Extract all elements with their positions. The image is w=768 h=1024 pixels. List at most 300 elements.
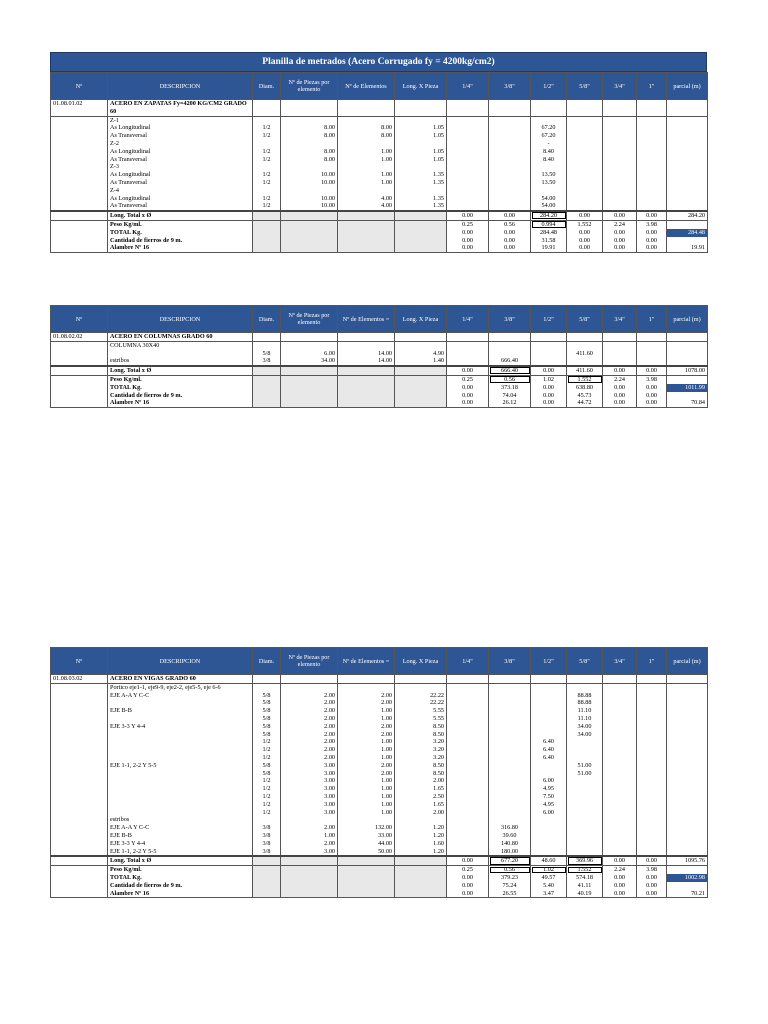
item-subtitle: Portico eje1-1, eje9-9, eje2-2, eje5-5, eje 6-6 [108, 683, 253, 691]
bar-3-8 [489, 738, 531, 746]
summary-value: 48.60 [531, 856, 567, 865]
column-header: 5/8" [567, 73, 603, 100]
summary-value: 0.56 [489, 220, 531, 228]
bar-1-2 [531, 762, 567, 770]
summary-value: 411.60 [567, 366, 603, 375]
summary-row [51, 229, 708, 237]
element-count [338, 116, 395, 124]
bar-1-2 [531, 187, 567, 195]
diameter [253, 163, 281, 171]
bar-3-8 [489, 754, 531, 762]
cell [51, 770, 108, 778]
cell [489, 333, 531, 342]
length-per-piece: 5.55 [395, 707, 447, 715]
table-row [51, 832, 708, 840]
bar-1 [637, 140, 667, 148]
item-description: ACERO EN VIGAS GRADO 60 [108, 675, 253, 684]
summary-value: 0.56 [489, 866, 531, 874]
bar-1-2 [531, 770, 567, 778]
column-header: Nº de Elementos [338, 73, 395, 100]
bar-1-2: 8.40 [531, 156, 567, 164]
bar-3-8 [489, 171, 531, 179]
table-row [51, 816, 708, 824]
column-header: 1" [637, 648, 667, 675]
cell [253, 856, 281, 865]
cell [253, 675, 281, 684]
row-description: EJE B-B [108, 832, 253, 840]
cell [281, 399, 338, 407]
cell [51, 195, 108, 203]
cell [667, 341, 708, 349]
cell [395, 890, 447, 898]
diameter: 1/2 [253, 754, 281, 762]
bar-1-4 [447, 707, 489, 715]
bar-3-8 [489, 793, 531, 801]
summary-value: 0.00 [637, 229, 667, 237]
bar-5-8: 88.88 [567, 692, 603, 700]
cell [338, 683, 395, 691]
table-row [51, 202, 708, 211]
cell [281, 882, 338, 890]
cell [531, 675, 567, 684]
cell [637, 100, 667, 117]
bar-1-4 [447, 132, 489, 140]
bar-5-8 [567, 848, 603, 856]
cell [253, 366, 281, 375]
cell [338, 890, 395, 898]
cell [395, 866, 447, 874]
bar-3-4 [603, 116, 637, 124]
pieces-per-element: 2.00 [281, 840, 338, 848]
bar-3-8 [489, 715, 531, 723]
summary-value: 1078.00 [667, 366, 708, 375]
partial [667, 156, 708, 164]
diameter: 3/8 [253, 848, 281, 856]
partial [667, 824, 708, 832]
bar-1-4 [447, 754, 489, 762]
cell [338, 220, 395, 228]
row-description: EJE 3-3 Y 4-4 [108, 840, 253, 848]
length-per-piece: 1.35 [395, 179, 447, 187]
bar-1-2: 54.00 [531, 195, 567, 203]
summary-value: 3.98 [637, 220, 667, 228]
cell [395, 244, 447, 252]
column-header: Diam. [253, 306, 281, 333]
cell [51, 124, 108, 132]
column-header: 1/4" [447, 648, 489, 675]
element-count: 1.00 [338, 715, 395, 723]
row-description [108, 785, 253, 793]
cell [51, 809, 108, 817]
pieces-per-element: 3.00 [281, 848, 338, 856]
summary-value: 0.00 [489, 244, 531, 252]
pieces-per-element [281, 163, 338, 171]
length-per-piece: 1.05 [395, 148, 447, 156]
row-description [108, 746, 253, 754]
summary-value: 0.25 [447, 220, 489, 228]
bar-1 [637, 731, 667, 739]
summary-value: 0.25 [447, 375, 489, 383]
summary-value: 284.48 [531, 229, 567, 237]
bar-1 [637, 746, 667, 754]
table-row [51, 770, 708, 778]
bar-1 [637, 699, 667, 707]
cell [395, 882, 447, 890]
partial [667, 809, 708, 817]
summary-value: 1.552 [567, 220, 603, 228]
cell [338, 229, 395, 237]
table-row [51, 187, 708, 195]
row-description: Z-4 [108, 187, 253, 195]
cell [51, 856, 108, 865]
diameter: 5/8 [253, 350, 281, 358]
cell [281, 890, 338, 898]
bar-3-8 [489, 156, 531, 164]
summary-value: 0.00 [603, 384, 637, 392]
cell [51, 707, 108, 715]
column-header: Diam. [253, 73, 281, 100]
diameter: 5/8 [253, 707, 281, 715]
bar-1-2: 6.40 [531, 738, 567, 746]
row-description [108, 699, 253, 707]
bar-5-8 [567, 801, 603, 809]
cell [338, 882, 395, 890]
bar-3-4 [603, 202, 637, 211]
bar-3-8: 180.00 [489, 848, 531, 856]
column-header: Nº [51, 648, 108, 675]
summary-label: Long. Total x Ø [108, 211, 253, 220]
summary-value: 0.00 [447, 874, 489, 882]
cell [281, 375, 338, 383]
summary-value: 0.00 [637, 392, 667, 400]
cell [447, 341, 489, 349]
diameter: 5/8 [253, 715, 281, 723]
partial [667, 723, 708, 731]
cell [338, 866, 395, 874]
summary-value: 0.00 [531, 392, 567, 400]
partial [667, 692, 708, 700]
row-description [108, 770, 253, 778]
bar-1-2 [531, 840, 567, 848]
row-description [108, 738, 253, 746]
length-per-piece: 1.65 [395, 801, 447, 809]
table-row [51, 156, 708, 164]
bar-3-4 [603, 179, 637, 187]
row-description [108, 731, 253, 739]
bar-5-8 [567, 793, 603, 801]
element-count: 1.00 [338, 148, 395, 156]
bar-1-4 [447, 723, 489, 731]
table-row [51, 731, 708, 739]
length-per-piece: 3.20 [395, 746, 447, 754]
diameter: 5/8 [253, 731, 281, 739]
summary-label: Peso Kg/ml. [108, 375, 253, 383]
cell [51, 832, 108, 840]
cell [567, 333, 603, 342]
bar-1 [637, 350, 667, 358]
bar-1-2: 13.50 [531, 171, 567, 179]
element-count: 1.00 [338, 785, 395, 793]
bar-5-8 [567, 746, 603, 754]
summary-label: TOTAL Kg. [108, 874, 253, 882]
cell [281, 675, 338, 684]
summary-label: Long. Total x Ø [108, 856, 253, 865]
table-row [51, 692, 708, 700]
cell [531, 683, 567, 691]
summary-value: 2.24 [603, 220, 637, 228]
partial [667, 731, 708, 739]
bar-3-8 [489, 731, 531, 739]
cell [531, 100, 567, 117]
table-row [51, 140, 708, 148]
bar-1 [637, 816, 667, 824]
table-row [51, 195, 708, 203]
bar-1 [637, 124, 667, 132]
bar-3-8: 39.60 [489, 832, 531, 840]
bar-1-2: 13.50 [531, 179, 567, 187]
cell [281, 100, 338, 117]
bar-3-4 [603, 738, 637, 746]
bar-1-2 [531, 357, 567, 365]
summary-value: 70.84 [667, 399, 708, 407]
diameter [253, 116, 281, 124]
cell [281, 856, 338, 865]
column-header: 3/4" [603, 73, 637, 100]
bar-1 [637, 163, 667, 171]
row-description: As Transversal [108, 132, 253, 140]
pieces-per-element: 34.00 [281, 357, 338, 365]
column-header: Diam. [253, 648, 281, 675]
bar-1 [637, 809, 667, 817]
table-row [51, 738, 708, 746]
cell [51, 375, 108, 383]
cell [281, 333, 338, 342]
cell [51, 163, 108, 171]
cell [667, 333, 708, 342]
bar-1 [637, 770, 667, 778]
cell [395, 375, 447, 383]
cell [253, 220, 281, 228]
cell [51, 692, 108, 700]
table-row [51, 132, 708, 140]
cell [253, 244, 281, 252]
cell [51, 116, 108, 124]
cell [51, 179, 108, 187]
diameter: 3/8 [253, 357, 281, 365]
summary-label: Cantidad de fierros de 9 m. [108, 882, 253, 890]
pieces-per-element: 2.00 [281, 707, 338, 715]
bar-1 [637, 801, 667, 809]
bar-5-8 [567, 116, 603, 124]
length-per-piece: 8.50 [395, 762, 447, 770]
length-per-piece: 1.35 [395, 195, 447, 203]
summary-value: 0.994 [531, 220, 567, 228]
element-count: 8.00 [338, 132, 395, 140]
bar-1-4 [447, 785, 489, 793]
summary-value: 2.24 [603, 866, 637, 874]
cell [338, 211, 395, 220]
element-count: 8.00 [338, 124, 395, 132]
summary-value: 0.00 [637, 399, 667, 407]
bar-3-8 [489, 801, 531, 809]
cell [51, 220, 108, 228]
element-count: 4.00 [338, 195, 395, 203]
bar-1-4 [447, 824, 489, 832]
cell [281, 874, 338, 882]
summary-label: TOTAL Kg. [108, 384, 253, 392]
cell [253, 392, 281, 400]
bar-5-8 [567, 840, 603, 848]
summary-value: 49.57 [531, 874, 567, 882]
table-columnas [50, 305, 708, 408]
cell [447, 333, 489, 342]
summary-value: 1.552 [567, 375, 603, 383]
cell [395, 100, 447, 117]
bar-3-4 [603, 770, 637, 778]
length-per-piece [395, 140, 447, 148]
summary-value: 284.48 [667, 229, 708, 237]
row-description: As Transversal [108, 156, 253, 164]
length-per-piece: 8.50 [395, 770, 447, 778]
bar-1-4 [447, 692, 489, 700]
diameter: 3/8 [253, 824, 281, 832]
bar-1-2: 6.40 [531, 754, 567, 762]
row-description: Z-1 [108, 116, 253, 124]
bar-1-4 [447, 124, 489, 132]
summary-value: 0.00 [531, 366, 567, 375]
pieces-per-element [281, 140, 338, 148]
cell [338, 856, 395, 865]
bar-3-8 [489, 816, 531, 824]
cell [637, 341, 667, 349]
element-count [338, 140, 395, 148]
cell [338, 100, 395, 117]
summary-value: 0.00 [489, 237, 531, 245]
length-per-piece: 1.20 [395, 824, 447, 832]
bar-5-8: 51.00 [567, 762, 603, 770]
bar-1-4 [447, 770, 489, 778]
bar-5-8: 411.60 [567, 350, 603, 358]
partial [667, 707, 708, 715]
summary-value: 0.00 [637, 856, 667, 865]
pieces-per-element: 2.00 [281, 699, 338, 707]
summary-value: 0.00 [603, 229, 637, 237]
column-header: Nº de Elementos = [338, 306, 395, 333]
bar-3-8 [489, 692, 531, 700]
cell [395, 333, 447, 342]
bar-1-4 [447, 699, 489, 707]
pieces-per-element: 10.00 [281, 179, 338, 187]
cell [51, 723, 108, 731]
column-header: Nº [51, 306, 108, 333]
summary-row [51, 874, 708, 882]
bar-1 [637, 707, 667, 715]
summary-value: 1.02 [531, 375, 567, 383]
partial [667, 132, 708, 140]
item-code: 01.08.03.02 [51, 675, 108, 684]
bar-1-2 [531, 116, 567, 124]
length-per-piece: 1.05 [395, 132, 447, 140]
partial [667, 148, 708, 156]
partial [667, 163, 708, 171]
bar-5-8 [567, 195, 603, 203]
diameter: 1/2 [253, 156, 281, 164]
cell [395, 399, 447, 407]
bar-1 [637, 202, 667, 211]
bar-5-8 [567, 738, 603, 746]
bar-1-4 [447, 179, 489, 187]
cell [51, 866, 108, 874]
bar-5-8: 11.10 [567, 707, 603, 715]
partial [667, 777, 708, 785]
diameter: 1/2 [253, 202, 281, 211]
bar-1-2 [531, 731, 567, 739]
table-row [51, 179, 708, 187]
summary-value: 74.04 [489, 392, 531, 400]
cell [51, 840, 108, 848]
summary-value: 0.00 [447, 366, 489, 375]
summary-value: 5.40 [531, 882, 567, 890]
length-per-piece: 1.35 [395, 202, 447, 211]
cell [338, 237, 395, 245]
summary-value: 1.02 [531, 866, 567, 874]
bar-1 [637, 692, 667, 700]
cell [253, 866, 281, 874]
bar-3-4 [603, 762, 637, 770]
bar-3-4 [603, 357, 637, 365]
bar-5-8: 34.00 [567, 723, 603, 731]
bar-1 [637, 195, 667, 203]
bar-1 [637, 762, 667, 770]
partial [667, 754, 708, 762]
bar-3-8 [489, 202, 531, 211]
column-header: 5/8" [567, 648, 603, 675]
cell [395, 392, 447, 400]
partial [667, 832, 708, 840]
bar-1-2: 54.00 [531, 202, 567, 211]
summary-value: 0.00 [447, 244, 489, 252]
bar-3-8 [489, 187, 531, 195]
cell [51, 731, 108, 739]
length-per-piece: 1.20 [395, 832, 447, 840]
bar-1-4 [447, 840, 489, 848]
element-count: 132.00 [338, 824, 395, 832]
row-description [108, 754, 253, 762]
element-count: 1.00 [338, 754, 395, 762]
bar-3-4 [603, 840, 637, 848]
summary-value: 1002.98 [667, 874, 708, 882]
bar-5-8 [567, 132, 603, 140]
table-row [51, 675, 708, 684]
cell [51, 715, 108, 723]
summary-value: 0.00 [447, 237, 489, 245]
row-description: estribos [108, 816, 253, 824]
bar-3-4 [603, 163, 637, 171]
cell [395, 341, 447, 349]
cell [51, 384, 108, 392]
pieces-per-element: 10.00 [281, 171, 338, 179]
length-per-piece: 8.50 [395, 731, 447, 739]
cell [253, 890, 281, 898]
bar-3-8 [489, 179, 531, 187]
pieces-per-element [281, 116, 338, 124]
summary-value: 677.20 [489, 856, 531, 865]
element-count: 1.00 [338, 801, 395, 809]
cell [51, 392, 108, 400]
summary-label: Alambre Nº 16 [108, 890, 253, 898]
pieces-per-element: 10.00 [281, 195, 338, 203]
bar-5-8: 34.00 [567, 731, 603, 739]
